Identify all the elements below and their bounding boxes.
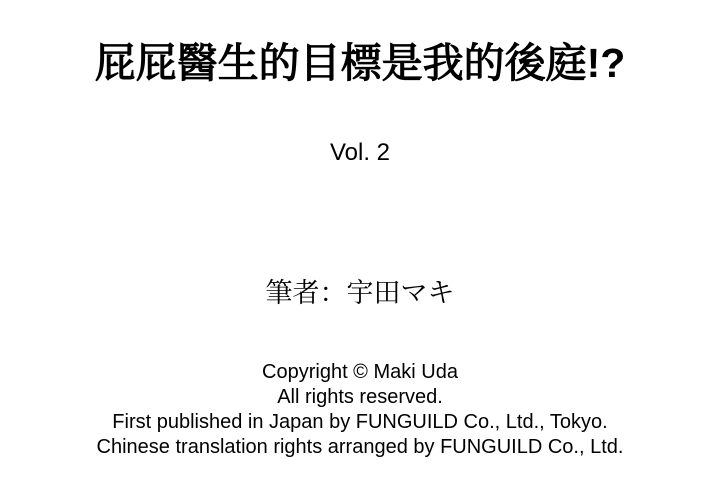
copyright-line-rights: All rights reserved. — [277, 386, 443, 408]
copyright-line-holder: Copyright © Maki Uda — [262, 361, 458, 383]
book-title: 屁屁醫生的目標是我的後庭!? — [94, 40, 626, 86]
author-line: 筆者：宇田マキ — [265, 278, 455, 308]
volume-number: Vol. 2 — [329, 139, 391, 166]
copyright-block — [0, 360, 720, 460]
copyright-line-translation: Chinese translation rights arranged by FUNGUILD Co., Ltd. — [96, 436, 624, 458]
copyright-line-publisher: First published in Japan by FUNGUILD Co., Ltd., Tokyo. — [112, 411, 608, 433]
